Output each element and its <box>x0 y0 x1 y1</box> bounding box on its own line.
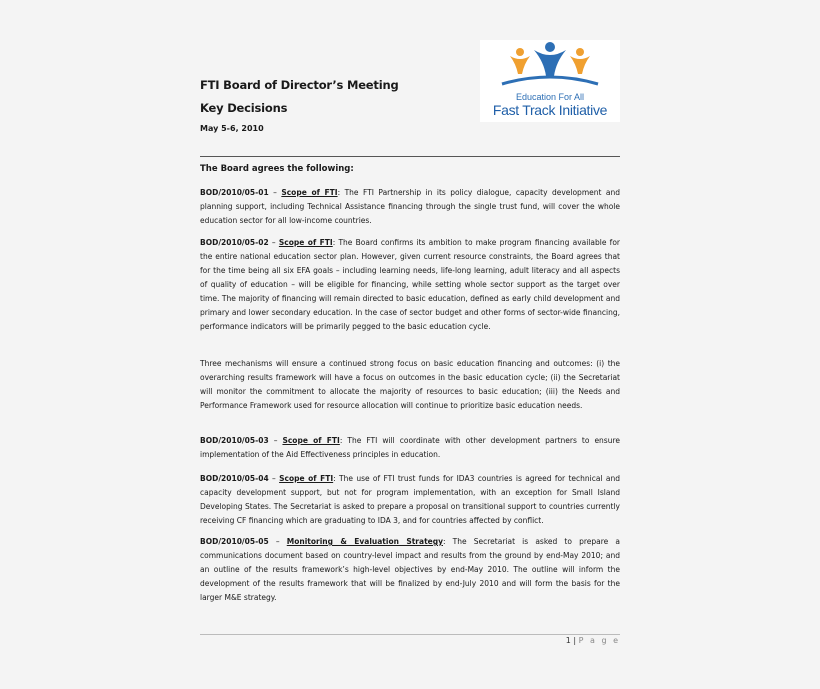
decision-text: The Secretariat is asked to prepare a communications document based on country-level impact and results from the ground by end-May 2010; and an outline of the results framework’s high-level objectives by end-May 2010. The outline will inform the development of the results framework that will be finalized by end-July 2010 and will form the basis for the larger M&E strategy. <box>200 537 621 602</box>
mechanisms-paragraph <box>200 357 620 413</box>
decision-text: Three mechanisms will ensure a continued strong focus on basic education financing and outcomes: (i) the overarching results framework will have a focus on outcomes in the basic education cycle; (ii) the Secretariat will monitor the commitment to allocate the majority of resources to basic education; (iii) the Needs and Performance Framework used for resource allocation will continue to prioritize basic education needs. <box>200 359 620 410</box>
document-subtitle: Key Decisions <box>200 101 288 115</box>
decision-text: The FTI will coordinate with other development partners to ensure implementation of the Aid Effectiveness principles in education. <box>200 436 621 459</box>
decision-topic: Scope of FTI <box>278 238 333 247</box>
document-title: FTI Board of Director’s Meeting <box>200 78 399 92</box>
decision-text: The FTI Partnership in its policy dialogue, capacity development and planning support, including Technical Assistance financing through the single trust fund, will cover the whole education sector for all low-income countries. <box>200 188 620 225</box>
logo-line-1: Education For All <box>515 92 585 102</box>
decision-topic: Monitoring & Evaluation Strategy <box>286 537 443 546</box>
decision-code: BOD/2010/05-05 <box>200 537 269 546</box>
page-number: 1 <box>565 636 571 645</box>
decision-paragraph: BOD/2010/05-04 – Scope of FTI: The use of FTI trust funds for IDA3 countries is agreed for technical and capacity development support, but not for program implementation, with an exception for Small Island Developing States. The Secretariat is asked to prepare a proposal on transitional support to countries currently receiving CF financing which are graduating to IDA 3, and for countries affected by conflict. <box>200 474 620 525</box>
decision-topic: Scope of FTI <box>279 474 334 483</box>
decision-code: BOD/2010/05-02 <box>200 238 269 247</box>
meeting-date: May 5-6, 2010 <box>200 124 264 133</box>
decision-text: The Board confirms its ambition to make program financing available for the entire national education sector plan. However, given current resource constraints, the Board agrees that for the time being all six EFA goals – including learning needs, life-long learning, adult literacy and all aspects of quality of education – will be eligible for financing, while setting whole sector support as the target over time. The majority of financing will remain directed to basic education, defined as early child development and primary and lower secondary education. In the case of sector budget and other forms of sector-wide financing, performance indicators will be primarily pegged to the basic education cycle. <box>200 238 620 331</box>
separator: – <box>273 188 277 197</box>
document-page <box>180 20 640 680</box>
separator: – <box>271 238 276 247</box>
decision-paragraph: BOD/2010/05-02 – Scope of FTI: The Board confirms its ambition to make program financing available for the entire national education sector plan. However, given current resource constraints, the Board agrees that for the time being all six EFA goals – including learning needs, life-long learning, adult literacy and all aspects of quality of education – will be eligible for financing, while setting whole sector support as the target over time. The majority of financing will remain directed to basic education, defined as early child development and primary and lower secondary education. In the case of sector budget and other forms of sector-wide financing, performance indicators will be primarily pegged to the basic education cycle. <box>200 238 620 331</box>
footer-bar: | <box>573 636 577 645</box>
decision-topic: Scope of FTI <box>282 436 340 445</box>
separator: – <box>275 537 280 546</box>
decision-code: BOD/2010/05-04 <box>200 474 269 483</box>
footer-divider <box>200 634 620 635</box>
separator: – <box>272 474 276 483</box>
section-heading: The Board agrees the following: <box>200 164 354 174</box>
page-label: P a g e <box>578 636 620 645</box>
header-divider <box>200 156 620 157</box>
decision-code: BOD/2010/05-01 <box>200 188 269 197</box>
separator: – <box>273 436 278 445</box>
logo-line-2: Fast Track Initiative <box>492 102 608 118</box>
fti-logo <box>480 40 620 122</box>
decision-paragraph: BOD/2010/05-03 – Scope of FTI: The FTI will coordinate with other development partners to ensure implementation of the Aid Effectiveness principles in education. <box>200 436 621 459</box>
decision-text: The use of FTI trust funds for IDA3 countries is agreed for technical and capacity development support, but not for program implementation, with an exception for Small Island Developing States. The Secretariat is asked to prepare a proposal on transitional support to countries currently receiving CF financing which are graduating to IDA 3, and for countries affected by conflict. <box>200 474 620 525</box>
decision-code: BOD/2010/05-03 <box>200 436 269 445</box>
decision-paragraph: BOD/2010/05-05 – Monitoring & Evaluation Strategy: The Secretariat is asked to prepare a communications document based on country-level impact and results from the ground by end-May 2010; and an outline of the results framework’s high-level objectives by end-May 2010. The outline will inform the development of the results framework that will be finalized by end-July 2010 and will form the basis for the larger M&E strategy. <box>200 537 621 602</box>
page-footer <box>566 636 620 645</box>
people-figures-icon <box>480 40 620 92</box>
decision-paragraph: BOD/2010/05-01 – Scope of FTI: The FTI Partnership in its policy dialogue, capacity development and planning support, including Technical Assistance financing through the single trust fund, will cover the whole education sector for all low-income countries. <box>200 188 620 225</box>
decision-topic: Scope of FTI <box>281 188 338 197</box>
